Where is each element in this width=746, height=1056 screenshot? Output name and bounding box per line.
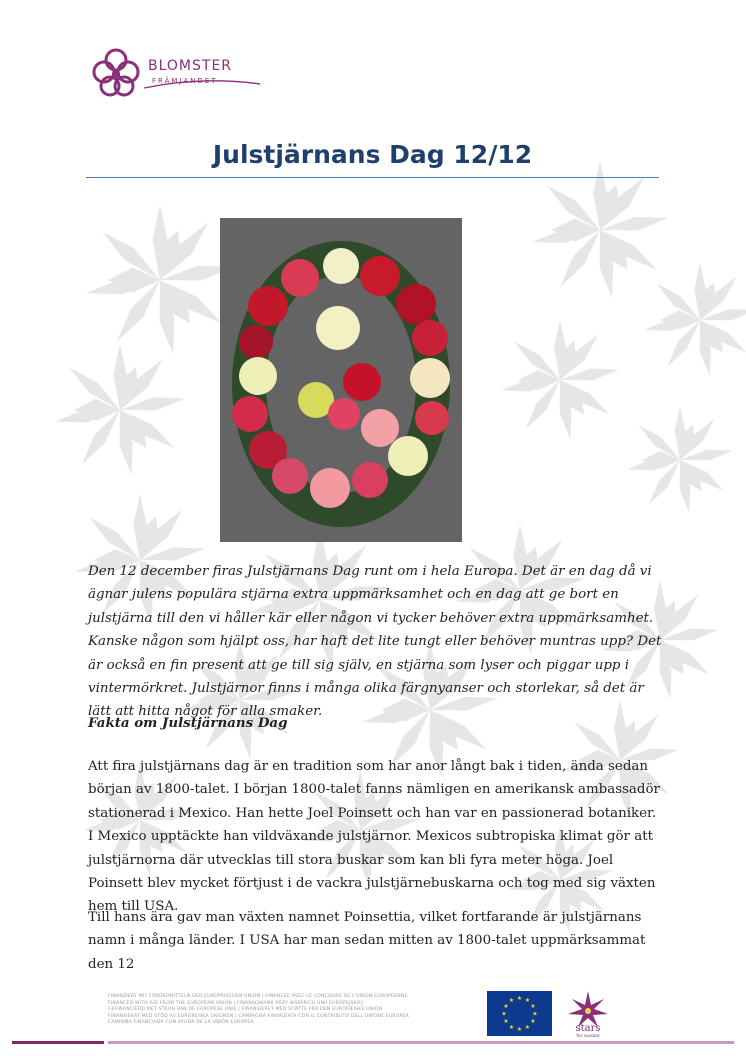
eu-funding-line: GEFINANCIERD MET STEUN VAN DE EUROPESE UNIE | FINANSIERET MED STØTTE FRA DEN EUROPÆISKE UNION (108, 1007, 383, 1013)
eu-funding-line: FINANSIERAT MED STÖD AV EUROPEISKA UNIONEN | CAMPAGNA FINANZIATA CON IL CONTRIBUTO DELL'UNIONE EUROPEA (108, 1013, 410, 1019)
svg-text:★: ★ (530, 1003, 536, 1010)
title-divider (86, 177, 659, 178)
logo-wordmark: BLOMSTER (148, 58, 233, 74)
stars-logo-sub: for europe (576, 1034, 600, 1037)
body-paragraph-1: Att fira julstjärnans dag är en tradition som har anor långt bak i tiden, ända sedan början av 1800-talet. I början 1800-talet fanns nämligen en amerikansk ambassadör stationerad i Mexico. Han hette Joel Poinsett och han var en passionerad botaniker. I Mexico upptäckte han vildväxande julstjärnor. Mexicos subtropiska klimat gör att julstjärnorna där utvecklas till stora buskar som kan bli fyra meter höga. Joel Poinsett blev mycket förtjust i de vackra julstjärnebuskarna och tog med sig växten hem till USA. (88, 759, 660, 915)
footer-bar-accent (12, 1041, 104, 1044)
logo-subtitle: FRÄMJANDET (152, 77, 218, 85)
body-paragraph-2: Till hans ära gav man växten namnet Poinsettia, vilket fortfarande är julstjärnans namn i många länder. I USA har man sedan mitten av 1800-talet uppmärksammat den 12 (88, 910, 646, 972)
stars-for-europe-logo (562, 987, 614, 1037)
intro-paragraph: Den 12 december firas Julstjärnans Dag runt om i hela Europa. Det är en dag då vi ägnar julens populära stjärna extra uppmärksamhet och en dag att ge bort en julstjärna till den vi håller kär eller någon vi tycker behöver extra uppmärksamhet. Kanske någon som hjälpt oss, har haft det lite tungt eller behöver muntras upp? Det är också en fin present att ge till sig själv, en stjärna som lyser och piggar upp i vintermörkret. Julstjärnor finns i många olika färgnyanser och storlekar, så det är lätt att hitta något för alla smaker. (88, 564, 662, 720)
svg-text:★: ★ (508, 1024, 515, 1031)
svg-text:★: ★ (532, 1010, 538, 1018)
svg-text:★: ★ (516, 995, 523, 1002)
svg-text:★: ★ (524, 1024, 531, 1031)
svg-text:★: ★ (503, 1003, 509, 1010)
eu-flag-icon (487, 991, 552, 1036)
eu-funding-line: FINANCED WITH AID FROM THE EUROPEAN UNION | FINANSOWANA PRZY WSPARCIU UNII EUROPEJSKIEJ (108, 1000, 364, 1006)
svg-text:★: ★ (516, 1026, 523, 1033)
blomsterframjandet-logo (86, 42, 266, 106)
flower-logo-icon (86, 42, 146, 102)
svg-text:★: ★ (508, 997, 515, 1004)
section-heading: Fakta om Julstjärnans Dag (88, 715, 288, 731)
stars-logo-word: stars (575, 1023, 601, 1034)
eu-funding-notice (108, 994, 478, 1027)
svg-text:★: ★ (524, 997, 531, 1004)
svg-text:★: ★ (503, 1018, 509, 1025)
eu-funding-line: FINANZIERT MIT FÖRDERMITTELN DER EUROPÄISCHEN UNION | FINANCEE AVEC LE CONCOURS DE L'UNION EUROPEENNE (108, 994, 408, 999)
svg-text:★: ★ (501, 1010, 507, 1018)
footer-bar (108, 1041, 734, 1044)
page-title: Julstjärnans Dag 12/12 (212, 140, 533, 169)
eu-funding-line: CAMPAÑA FINANCIADA CON AYUDA DE LA UNIÓN EUROPEA (108, 1020, 254, 1026)
svg-text:★: ★ (530, 1018, 536, 1025)
poinsettia-wreath-photo (220, 218, 462, 542)
